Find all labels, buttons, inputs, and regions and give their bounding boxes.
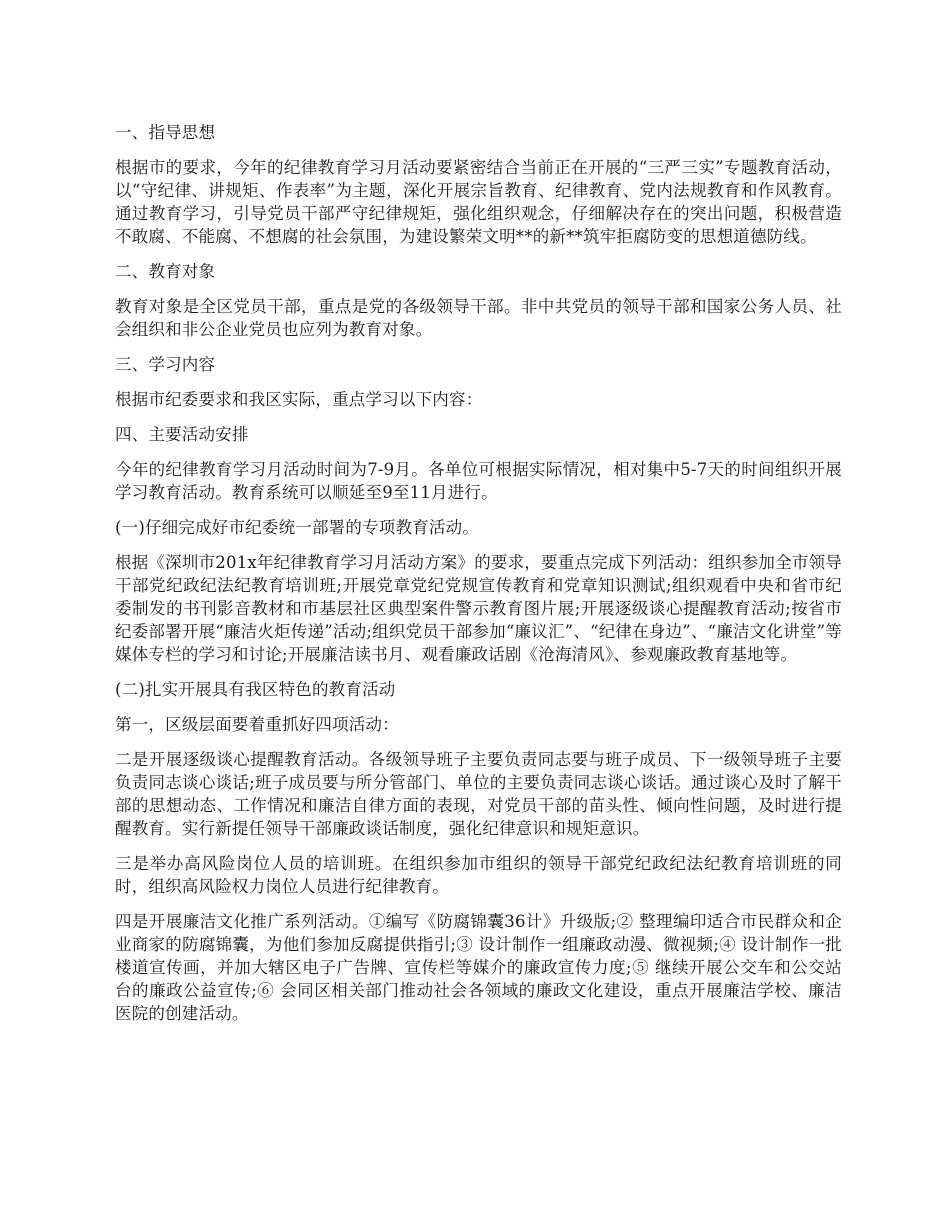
- section-heading-activity-arrangement: 四、主要活动安排: [115, 425, 249, 444]
- section-heading-guiding-ideology: 一、指导思想: [115, 123, 216, 142]
- subheading-special-activities: (一)仔细完成好市纪委统一部署的专项教育活动。: [115, 518, 479, 537]
- section-heading-study-content: 三、学习内容: [115, 355, 216, 374]
- paragraph-item-four: 四是开展廉洁文化推广系列活动。①编写《防腐锦囊36计》升级版;② 整理编印适合市民群众和企业商家的防腐锦囊，为他们参加反腐提供指引;③ 设计制作一组廉政动漫、微视频;④ 设计制作一批楼道宣传画，并加大辖区电子广告牌、宣传栏等媒介的廉政宣传力度;⑤ 继续开展公交车和公交站台的廉政公益宣传;⑥ 会同区相关部门推动社会各领域的廉政文化建设，重点开展廉洁学校、廉洁医院的创建活动。: [115, 912, 842, 1023]
- paragraph-study-content: 根据市纪委要求和我区实际，重点学习以下内容：: [115, 390, 483, 409]
- paragraph-special-activities: 根据《深圳市201x年纪律教育学习月活动方案》的要求，要重点完成下列活动：组织参加全市领导干部党纪政纪法纪教育培训班;开展党章党纪党规宣传教育和党章知识测试;组织观看中央和省市纪委制发的书刊影音教材和市基层社区典型案件警示教育图片展;开展逐级谈心提醒教育活动;按省市纪委部署开展“廉洁火炬传递”活动;组织党员干部参加“廉议汇”、“纪律在身边”、“廉洁文化讲堂”等媒体专栏的学习和讨论;开展廉洁读书月、观看廉政话剧《沧海清风》、参观廉政教育基地等。: [115, 553, 842, 664]
- section-heading-education-targets: 二、教育对象: [115, 262, 216, 281]
- paragraph-item-two: 二是开展逐级谈心提醒教育活动。各级领导班子主要负责同志要与班子成员、下一级领导班子主要负责同志谈心谈话;班子成员要与所分管部门、单位的主要负责同志谈心谈话。通过谈心及时了解干部的思想动态、工作情况和廉洁自律方面的表现，对党员干部的苗头性、倾向性问题，及时进行提醒教育。实行新提任领导干部廉政谈话制度，强化纪律意识和规矩意识。: [115, 750, 842, 838]
- paragraph-item-three: 三是举办高风险岗位人员的培训班。在组织参加市组织的领导干部党纪政纪法纪教育培训班的同时，组织高风险权力岗位人员进行纪律教育。: [115, 854, 842, 896]
- paragraph-guiding-ideology: 根据市的要求，今年的纪律教育学习月活动要紧密结合当前正在开展的“三严三实”专题教育活动，以“守纪律、讲规矩、作表率”为主题，深化开展宗旨教育、纪律教育、党内法规教育和作风教育。通过教育学习，引导党员干部严守纪律规矩，强化组织观念，仔细解决存在的突出问题，积极营造不敢腐、不能腐、不想腐的社会氛围，为建设繁荣文明**的新**筑牢拒腐防变的思想道德防线。: [115, 158, 842, 246]
- subheading-district-activities: (二)扎实开展具有我区特色的教育活动: [115, 680, 396, 699]
- paragraph-activity-timing: 今年的纪律教育学习月活动时间为7-9月。各单位可根据实际情况，相对集中5-7天的时间组织开展学习教育活动。教育系统可以顺延至9至11月进行。: [115, 460, 842, 502]
- paragraph-education-targets: 教育对象是全区党员干部，重点是党的各级领导干部。非中共党员的领导干部和国家公务人员、社会组织和非公企业党员也应列为教育对象。: [115, 297, 842, 339]
- document-body: [115, 121, 842, 1037]
- paragraph-district-level: 第一，区级层面要着重抓好四项活动：: [115, 715, 399, 734]
